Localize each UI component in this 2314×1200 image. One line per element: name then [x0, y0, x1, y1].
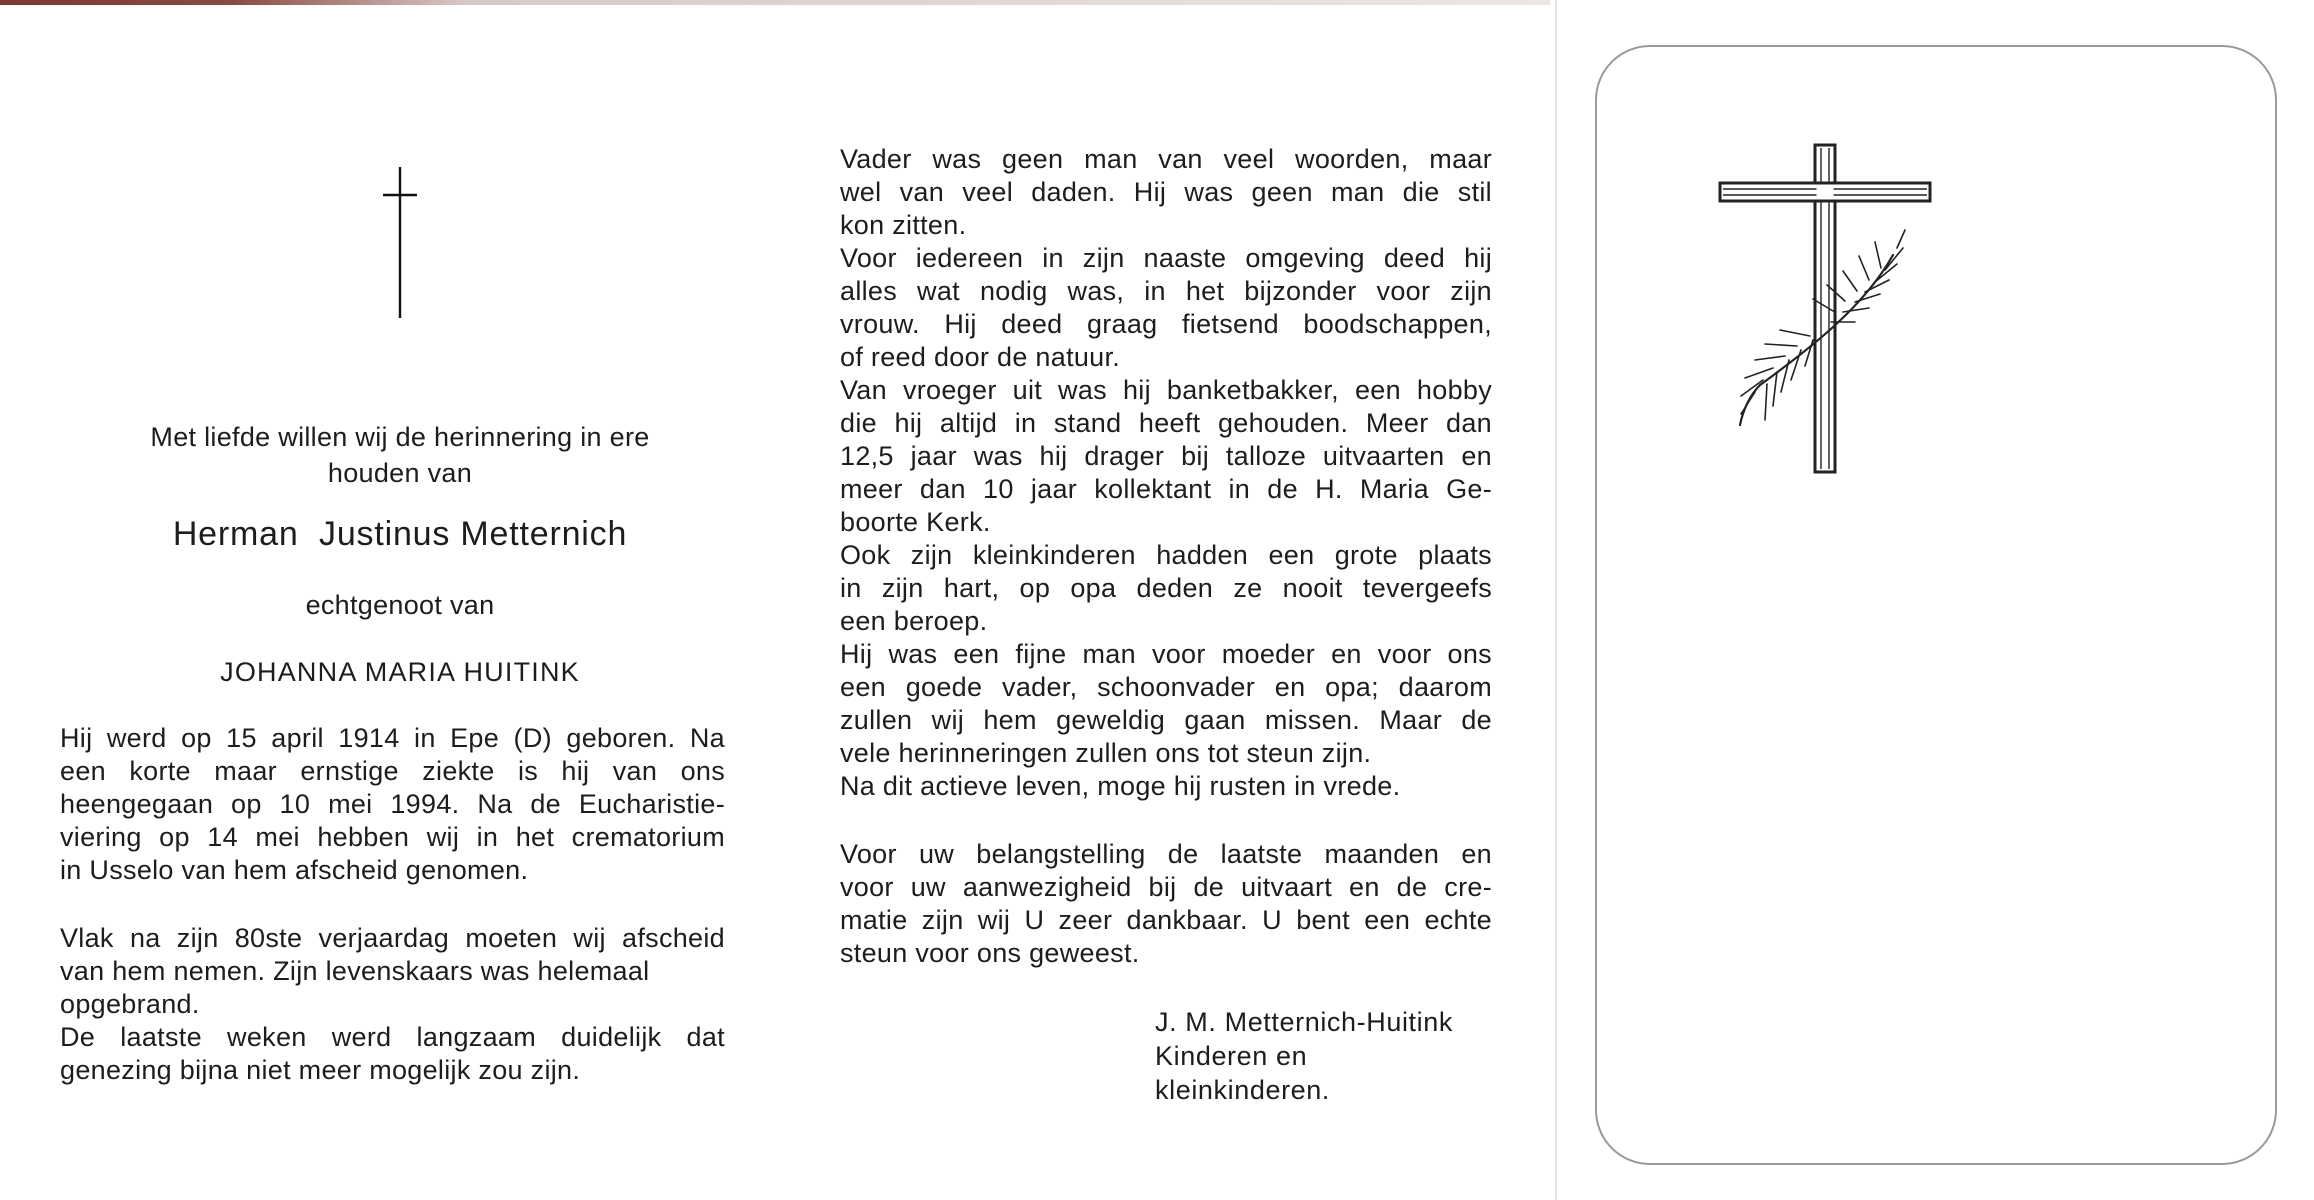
text-line: vele herinneringen zullen ons tot steun zijn.: [840, 738, 1372, 768]
spouse-name: JOHANNA MARIA HUITINK: [220, 657, 580, 687]
text-line: meer dan 10 jaar kollektant in de H. Maria Ge-: [840, 474, 1492, 504]
text-line: opgebrand.: [60, 989, 200, 1019]
signature-line: Kinderen en: [1155, 1041, 1308, 1071]
text-line: Van vroeger uit was hij banketbakker, een hobby: [840, 375, 1492, 405]
text-line: Ook zijn kleinkinderen hadden een grote plaats: [840, 540, 1492, 570]
text-line: een goede vader, schoonvader en opa; daarom: [840, 672, 1492, 702]
thanks-paragraph: [840, 838, 1492, 970]
text-line: Voor uw belangstelling de laatste maanden en: [840, 839, 1492, 869]
text-line: De laatste weken werd langzaam duidelijk dat: [60, 1022, 725, 1052]
intro-line-1: Met liefde willen wij de herinnering in ere: [150, 422, 650, 452]
text-line: Na dit actieve leven, moge hij rusten in vrede.: [840, 771, 1401, 801]
text-line: zullen wij hem geweldig gaan missen. Maar de: [840, 705, 1492, 735]
text-line: 12,5 jaar was hij drager bij talloze uitvaarten en: [840, 441, 1492, 471]
cross-with-palm-branch-icon: [1715, 140, 1935, 480]
left-panel: [60, 0, 740, 1200]
cross-icon: [383, 165, 417, 320]
text-line: kon zitten.: [840, 210, 967, 240]
text-line: wel van veel daden. Hij was geen man die stil: [840, 177, 1492, 207]
fold-line: [1555, 0, 1557, 1200]
text-line: in Usselo van hem afscheid genomen.: [60, 855, 529, 885]
text-line: vrouw. Hij deed graag fietsend boodschappen,: [840, 309, 1492, 339]
text-line: Hij werd op 15 april 1914 in Epe (D) geboren. Na: [60, 723, 725, 753]
text-line: boorte Kerk.: [840, 507, 991, 537]
relation-label: echtgenoot van: [305, 590, 495, 620]
text-line: Hij was een fijne man voor moeder en voor ons: [840, 639, 1492, 669]
tribute-paragraph: [840, 143, 1492, 803]
text-line: viering op 14 mei hebben wij in het crematorium: [60, 822, 725, 852]
closing-paragraph: [60, 922, 725, 1087]
card-frame: [1595, 45, 2277, 1165]
text-line: een beroep.: [840, 606, 988, 636]
text-line: heengegaan op 10 mei 1994. Na de Eucharistie-: [60, 789, 725, 819]
text-line: Vader was geen man van veel woorden, maar: [840, 144, 1492, 174]
text-line: Vlak na zijn 80ste verjaardag moeten wij afscheid: [60, 923, 725, 953]
signature-block: [1155, 1005, 1453, 1107]
text-line: Voor iedereen in zijn naaste omgeving deed hij: [840, 243, 1492, 273]
text-line: van hem nemen. Zijn levenskaars was helemaal: [60, 956, 650, 986]
biography-paragraph: [60, 722, 725, 887]
text-line: matie zijn wij U zeer dankbaar. U bent een echte: [840, 905, 1492, 935]
text-line: of reed door de natuur.: [840, 342, 1121, 372]
text-line: die hij altijd in stand heeft gehouden. Meer dan: [840, 408, 1492, 438]
intro-line-2: houden van: [327, 458, 473, 488]
text-line: voor uw aanwezigheid bij de uitvaart en de cre-: [840, 872, 1492, 902]
text-line: een korte maar ernstige ziekte is hij van ons: [60, 756, 725, 786]
signature-line: kleinkinderen.: [1155, 1075, 1331, 1105]
text-line: steun voor ons geweest.: [840, 938, 1140, 968]
deceased-name: Herman Justinus Metternich: [172, 515, 628, 553]
text-line: in zijn hart, op opa deden ze nooit tevergeefs: [840, 573, 1492, 603]
middle-panel: [840, 0, 1490, 1200]
text-line: alles wat nodig was, in het bijzonder voor zijn: [840, 276, 1492, 306]
text-line: genezing bijna niet meer mogelijk zou zijn.: [60, 1055, 581, 1085]
signature-line: J. M. Metternich-Huitink: [1155, 1007, 1453, 1037]
